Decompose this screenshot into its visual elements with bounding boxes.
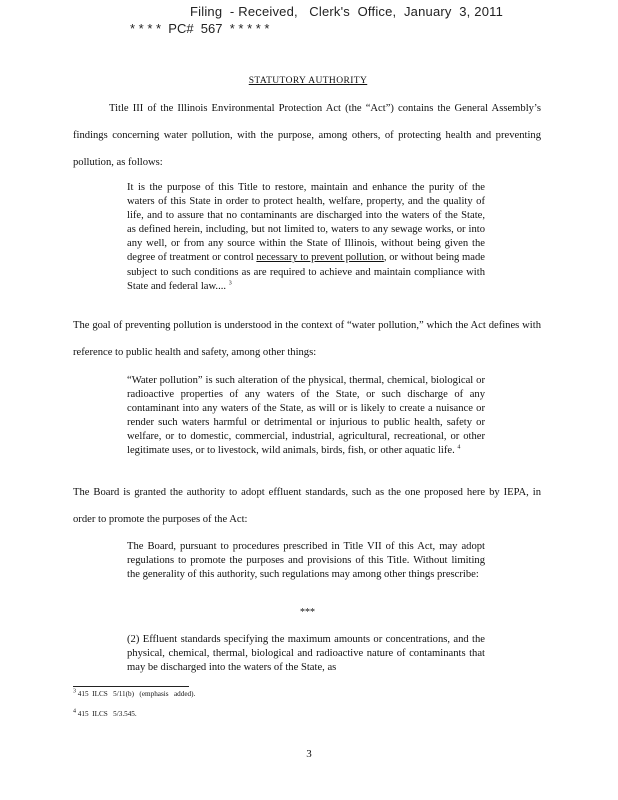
quote2-text: “Water pollution” is such alteration of the physical, thermal, chemical, biological or radioactive properties of any waters of the State, or such discharge of any contaminant into any waters of the State, as will or is likely to create a nuisance or render such waters harmful or detrimental or injurious to public health, safety or welfare, or to domestic, commercial, industrial, agricultural, recreational, or other legitimate uses, or to livestock, wild animals, birds, fish, or other aquatic life. [127,375,485,457]
section-heading: STATUTORY AUTHORITY [248,76,368,86]
block-quote-definition-text [127,374,485,459]
footnote-divider [73,686,189,687]
filing-stamp-line2: * * * * PC# 567 * * * * * [130,21,270,36]
filing-stamp-line1: Filing - Received, Clerk's Office, January 3, 2011 [190,4,504,19]
footnote-3-number: 3 [73,688,76,695]
block-quote-board-text: The Board, pursuant to procedures prescribed in Title VII of this Act, may adopt regulations to promote the purposes and provisions of this Title. Without limiting the generality of this authority, such regulations may among other things prescribe: [127,541,485,581]
paragraph-goal-text: The goal of preventing pollution is understood in the context of “water pollution,” which the Act defines with reference to public health and safety, among other things: [73,320,541,358]
page-number: 3 [306,748,312,760]
footnote-3-text: 415 ILCS 5/11(b) (emphasis added). [76,690,196,698]
block-quote-effluent-text: (2) Effluent standards specifying the maximum amounts or concentrations, and the physical, chemical, thermal, biological and radioactive nature of contaminants that may be discharged into the waters of the State, as [127,634,485,674]
paragraph-intro-text: Title III of the Illinois Environmental Protection Act (the “Act”) contains the General Assembly’s findings concerning water pollution, with the purpose, among others, of protecting health and preventing pollution, as follows: [73,103,541,168]
paragraph-intro [73,95,541,176]
footnote-ref-3: 3 [228,280,232,287]
block-quote-effluent [127,633,485,675]
block-quote-purpose [127,181,485,294]
footnote-4-text: 415 ILCS 5/3.545. [76,710,137,718]
footnote-ref-4: 4 [457,444,461,451]
ellipsis-stars: *** [300,607,315,618]
paragraph-authority-text: The Board is granted the authority to adopt effluent standards, such as the one proposed here by IEPA, in order to promote the purposes of the Act: [73,487,541,525]
block-quote-board [127,540,485,582]
quote1-before: It is the purpose of this Title to restore, maintain and enhance the purity of the waters of this State in order to protect health, welfare, property, and the quality of life, and to assure that no contaminants are discharged into the waters of the State, as defined herein, including, but not limited to, waters to any sewage works, or into any well, or from any source within the State of Illinois, without being given the degree of treatment or control [127,182,485,264]
block-quote-definition [127,374,485,459]
paragraph-goal [73,312,541,366]
quote1-after: , or without being made subject to such conditions as are required to achieve and maintain compliance with State and federal law.... [127,252,485,292]
quote1-emphasis: necessary to prevent pollution [256,252,384,264]
footnote-3 [73,690,195,698]
paragraph-authority [73,479,541,533]
footnote-4 [73,710,137,718]
block-quote-purpose-text [127,181,485,294]
footnote-4-number: 4 [73,708,76,715]
